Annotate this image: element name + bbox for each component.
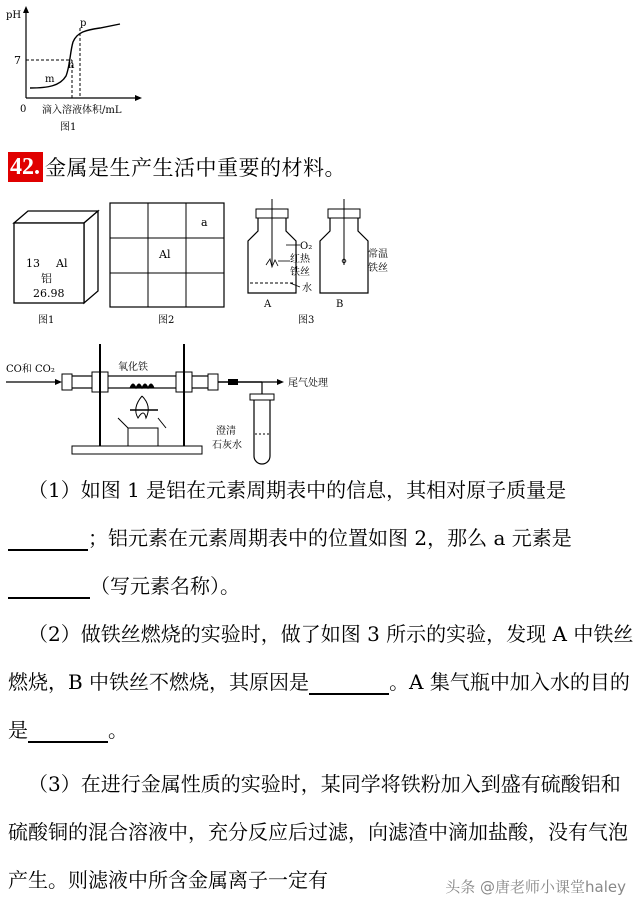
label-flask-b: B: [336, 299, 344, 310]
periodic-grid-figure: [110, 203, 224, 326]
x-axis-label: 滴入溶液体积/mL: [42, 105, 122, 116]
atomic-number: 13: [26, 257, 40, 270]
point-m: m: [45, 74, 55, 85]
iron-oxide-label: 氧化铁: [118, 362, 148, 373]
label-flask-a: A: [264, 299, 272, 310]
y-axis-label: pH: [6, 10, 22, 21]
point-n: n: [68, 60, 75, 71]
blank-reason[interactable]: [309, 669, 389, 695]
part-1-text-a: （1）如图 1 是铝在元素周期表中的信息，其相对原子质量是: [28, 478, 567, 502]
atomic-mass: 26.98: [33, 287, 65, 300]
tick-7: 7: [14, 54, 21, 67]
test-tube: [254, 398, 270, 464]
origin-label: 0: [20, 104, 27, 115]
part-2-text-c: 。: [108, 718, 128, 742]
element-cell-figure: [14, 211, 98, 326]
tube-stopper-right: [208, 374, 218, 390]
x-axis-arrow: [135, 95, 142, 101]
watermark: 头条 @唐老师小课堂haley: [445, 878, 626, 896]
fig-top-caption: 图1: [60, 122, 77, 133]
lamp-support: [118, 418, 166, 428]
part-1-text-c: （写元素名称）。: [90, 574, 240, 598]
point-p: p: [80, 18, 87, 29]
test-tube-stopper: [250, 394, 274, 400]
fig3-caption: 图3: [298, 315, 315, 326]
label-hot-wire-2: 铁丝: [290, 267, 310, 278]
reduction-apparatus: [0, 338, 360, 470]
fig2-caption: 图2: [158, 315, 175, 326]
label-room-temp-2: 铁丝: [368, 263, 388, 274]
y-axis-arrow: [23, 6, 29, 13]
label-hot-wire-1: 红热: [290, 254, 310, 265]
limewater-label-1: 澄清: [216, 426, 236, 437]
part-2-text-a: （2）做铁丝燃烧的实验时，做了如图 3 所示的实验，发现 A 中铁丝燃烧，B 中铁丝不燃烧，其原因是: [8, 622, 634, 694]
part-1: [8, 466, 634, 610]
label-water: 水: [302, 283, 312, 294]
tube-stopper-left: [62, 374, 72, 390]
question-heading: [8, 150, 346, 184]
tail-arrowhead: [277, 379, 284, 385]
grid-cell-al: Al: [159, 248, 171, 261]
tail-gas-label: 尾气处理: [288, 378, 328, 389]
blank-element-a[interactable]: [8, 573, 90, 599]
gas-inlet-label: CO和 CO₂: [6, 364, 55, 375]
ph-curve: [30, 24, 120, 88]
part-1-text-b: ；铝元素在元素周期表中的位置如图 2，那么 a 元素是: [88, 526, 572, 550]
limewater-label-2: 石灰水: [212, 440, 242, 451]
pipe-joint: [228, 379, 238, 385]
stand-base: [72, 446, 202, 454]
label-room-temp-1: 常温: [368, 249, 388, 260]
fig1-caption: 图1: [38, 315, 55, 326]
label-o2: O₂: [300, 241, 313, 252]
element-symbol: Al: [56, 257, 68, 270]
question-number: 42.: [8, 152, 43, 182]
element-name: 铝: [41, 272, 52, 285]
part-3-text-a: （3）在进行金属性质的实验时，某同学将铁粉加入到盛有硫酸铝和硫酸铜的混合溶液中，充分反应后过滤，向滤渣中滴加盐酸，没有气泡产生。则滤液中所含金属离子一定有: [8, 772, 628, 892]
blank-water-purpose[interactable]: [28, 717, 108, 743]
inlet-arrowhead: [55, 379, 62, 385]
part-2: [8, 610, 634, 754]
blank-atomic-mass[interactable]: [8, 525, 88, 551]
figure-row: [0, 195, 400, 335]
ph-curve-figure: [0, 0, 180, 140]
question-title: 金属是生产生活中重要的材料。: [45, 156, 346, 180]
flask-figure: [248, 199, 388, 326]
alcohol-lamp: [128, 428, 158, 446]
grid-cell-a: a: [201, 216, 208, 229]
part-2-text-b: 。A 集气瓶中加入水的目的是: [8, 670, 630, 742]
flame: [136, 396, 149, 418]
